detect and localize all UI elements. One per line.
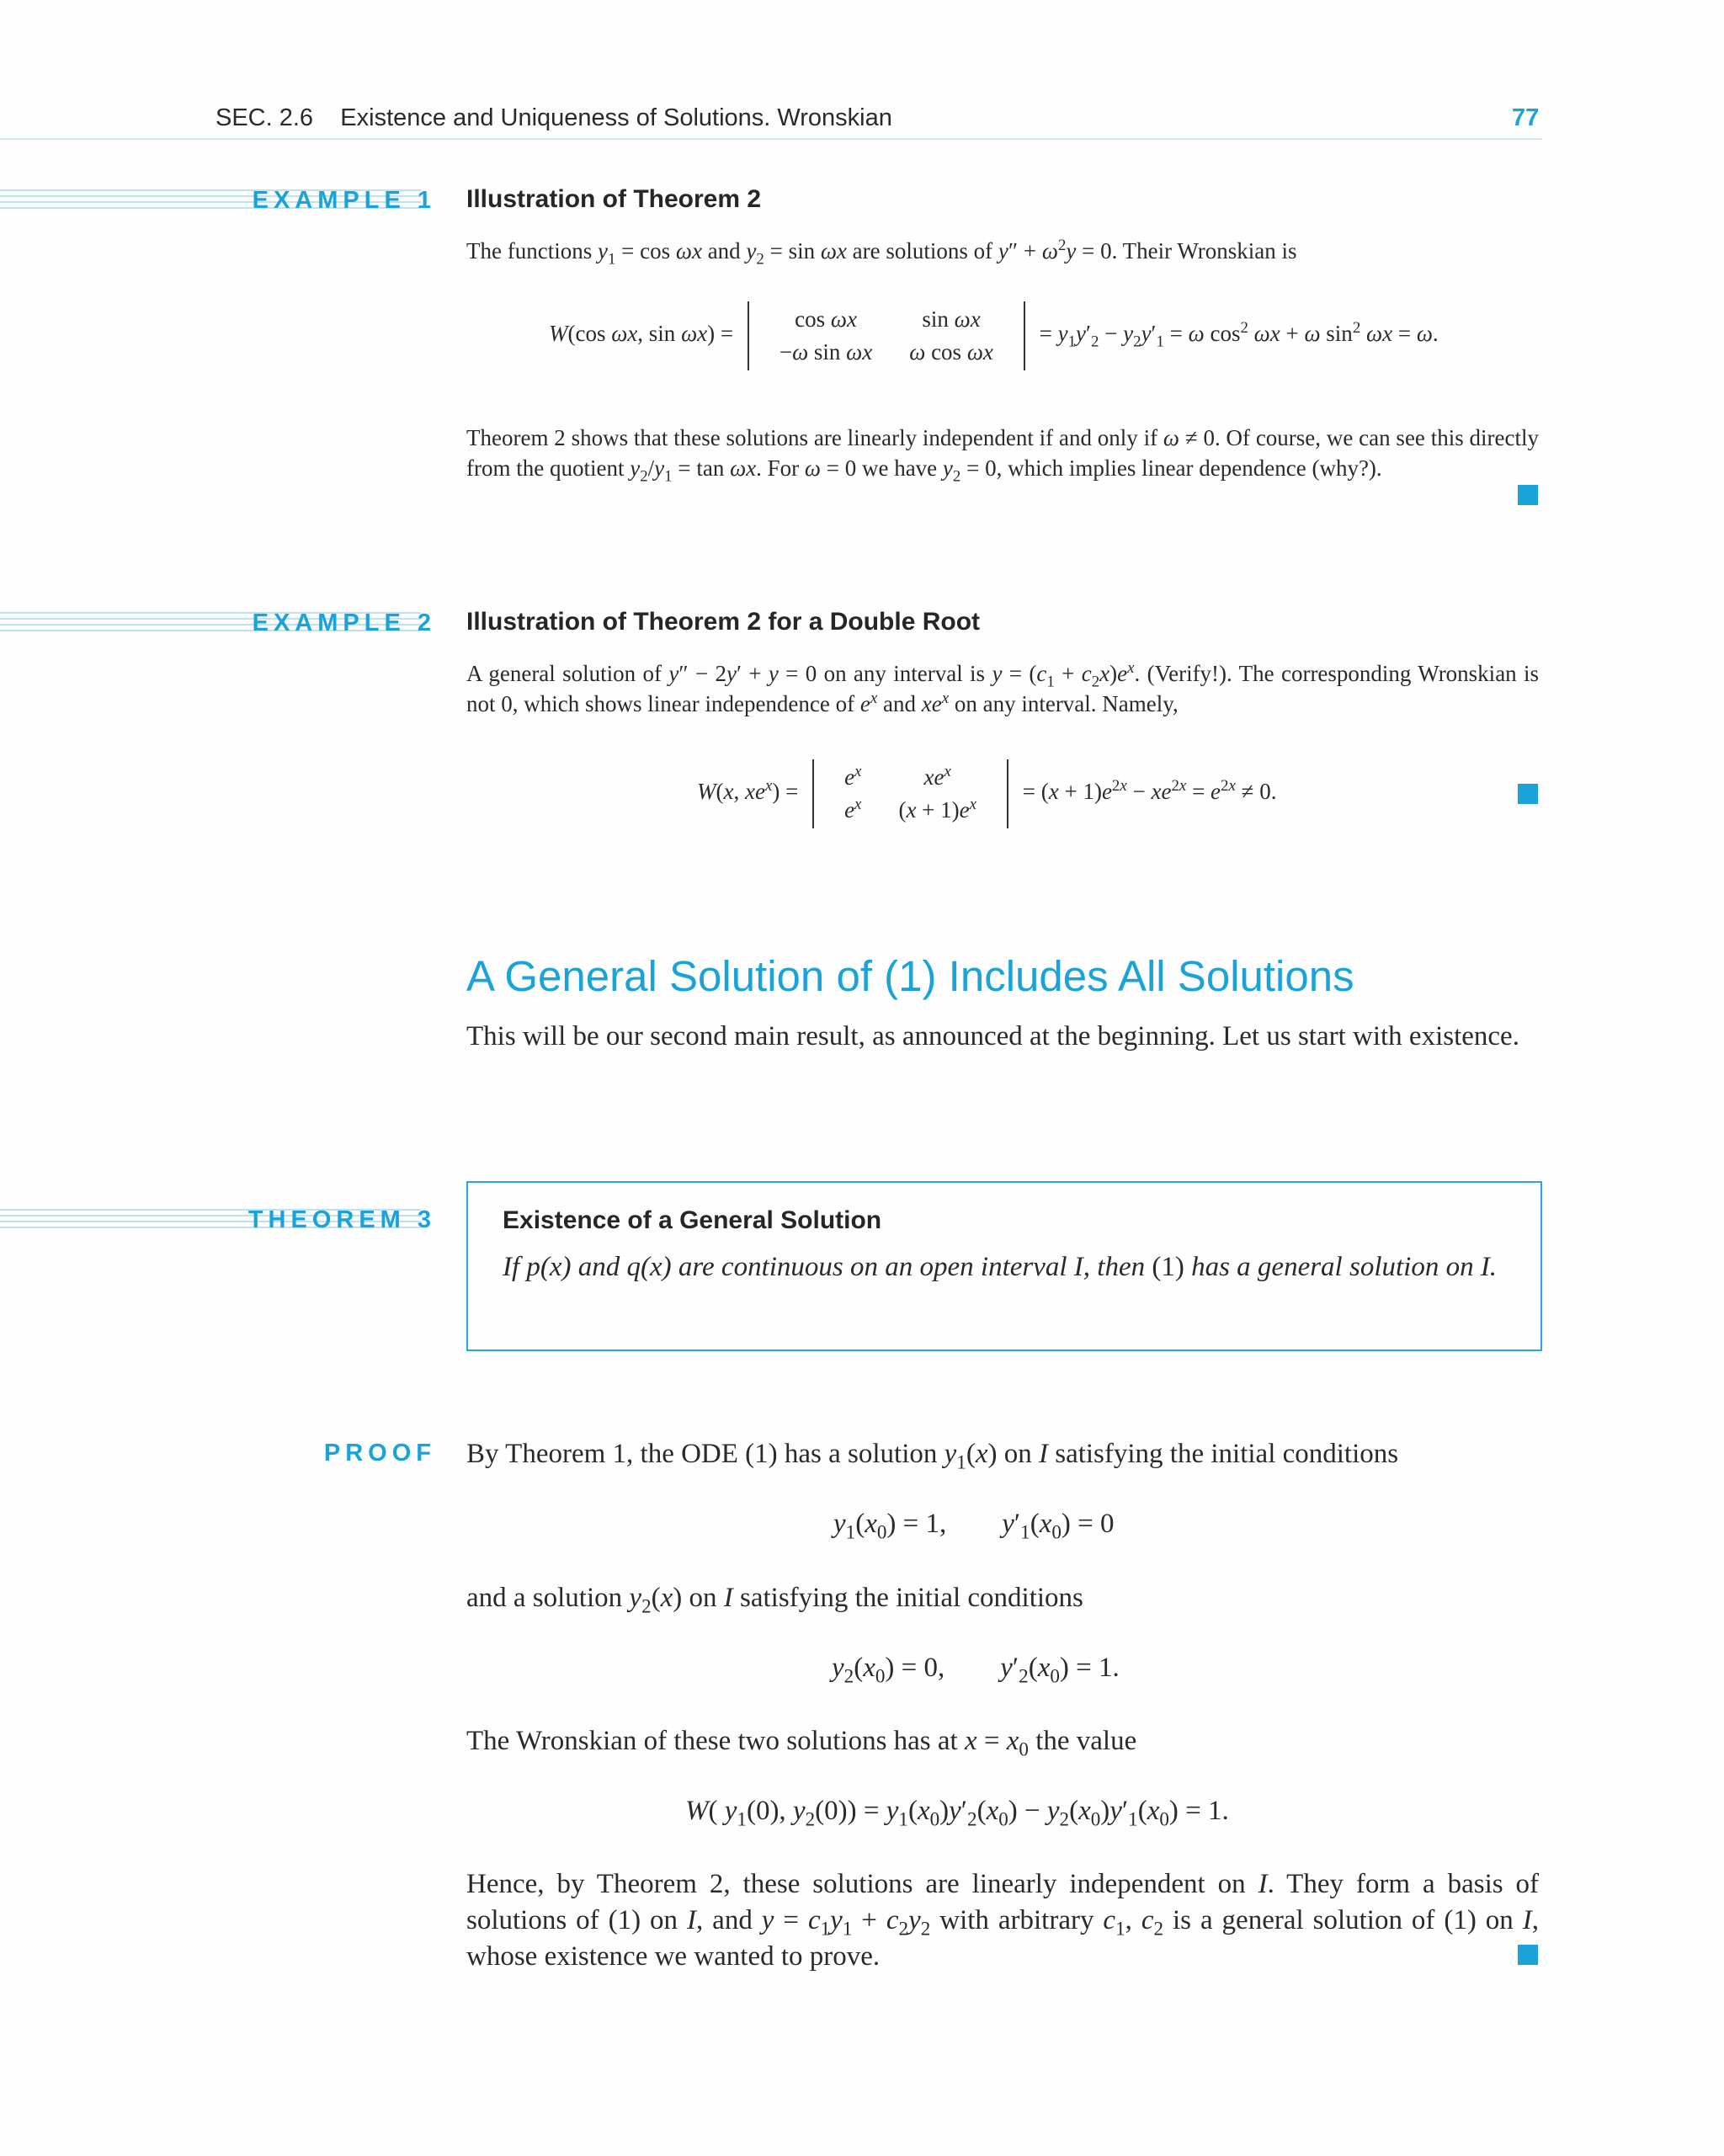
example1-title: Illustration of Theorem 2 bbox=[466, 185, 762, 213]
example1-intro: The functions $y_1 = \cos \omega x$ and $y_2 = \sin \omega x$ are solutions of $y'' + \omega^2y = 0$. Their Wronskian is bbox=[466, 237, 1297, 269]
example1-conclusion: Theorem 2 shows that these solutions are linearly independent if and only if ω ≠ 0. Of course, we can see this directly from the quotient $y_2/y_1 = \tan \omega x$. For ω = 0 we have $y_2 = 0$, which implies linear dependence (why?). bbox=[466, 425, 1540, 486]
running-header bbox=[216, 104, 1540, 132]
example1-label: EXAMPLE 1 bbox=[252, 187, 436, 214]
example2-label: EXAMPLE 2 bbox=[252, 610, 436, 636]
header-rule bbox=[0, 138, 1542, 140]
example2-text: A general solution of y″ − 2y′ + y = 0 on any interval is $y = (c_1 + c_2x)e^x$. (Verify!). The corresponding Wronskian is not 0, which shows linear independence of $e^x$ and $xe^x$ on any interval. Namely, bbox=[466, 659, 1540, 716]
proof-paragraph-3: The Wronskian of these two solutions has at $x = x_0$ the value bbox=[466, 1726, 1137, 1760]
wronskian-at-x0: W( $y_1(0)$, $y_2(0)) = y_1(x_0)y'_2(x_0) - y_2(x_0)y'_1(x_0) = 1$. bbox=[685, 1796, 1229, 1830]
section-heading: A General Solution of (1) Includes All Solutions bbox=[466, 952, 1354, 1000]
header-section: SEC. 2.6 bbox=[216, 104, 314, 131]
initial-conditions-1: $y_1(x_0) = 1$, $y'_1(x_0) = 0$ bbox=[833, 1509, 1115, 1543]
proof-end-mark bbox=[1518, 1945, 1538, 1965]
header-title: Existence and Uniqueness of Solutions. Wronskian bbox=[340, 104, 892, 131]
theorem3-statement: If p(x) and q(x) are continuous on an open interval I, then (1) has a general solution on I. bbox=[503, 1252, 1498, 1282]
proof-paragraph-2: and a solution $y_2(x)$ on I satisfying the initial conditions bbox=[466, 1583, 1083, 1617]
example2-wronskian-equation: W(x, $xe^x$) = $e^x$ $xe^x$ $e^x$ $(x + 1)e^x$ = $(x + 1)e^{2x} - xe^{2x} = e^{2x} \ne 0$. bbox=[697, 759, 1276, 828]
proof-paragraph-1: By Theorem 1, the ODE (1) has a solution $y_1(x)$ on I satisfying the initial conditions bbox=[466, 1439, 1399, 1473]
example2-determinant: $e^x$ $xe^x$ $e^x$ $(x + 1)e^x$ bbox=[812, 759, 1008, 828]
initial-conditions-2: $y_2(x_0) = 0$, $y'_2(x_0) = 1$. bbox=[832, 1653, 1120, 1687]
example1-end-mark bbox=[1518, 485, 1538, 505]
example1-wronskian-equation: W(cos ωx, sin ωx) = cos ωx sin ωx −ω sin ωx ω cos ωx = $y_1y'_2 - y_2y'_1 = \omega$ $\cos^2 \omega x + \omega$ $\sin^2 \omega x = \omega$. bbox=[549, 301, 1439, 370]
example1-determinant: cos ωx sin ωx −ω sin ωx ω cos ωx bbox=[748, 301, 1025, 370]
example2-title: Illustration of Theorem 2 for a Double Root bbox=[466, 608, 981, 636]
proof-label: PROOF bbox=[323, 1440, 436, 1467]
example2-end-mark bbox=[1518, 784, 1538, 804]
page-number: 77 bbox=[1512, 104, 1540, 131]
theorem3-title: Existence of a General Solution bbox=[503, 1206, 882, 1234]
section-intro: This will be our second main result, as announced at the beginning. Let us start with existence. bbox=[466, 1021, 1519, 1051]
proof-paragraph-4: Hence, by Theorem 2, these solutions are linearly independent on I. They form a basis of solutions of (1) on I, and $y = c_1y_1 + c_2y_2$ with arbitrary $c_1$, $c_2$ is a general solution of (1) on I, whose existence we wanted to prove. bbox=[466, 1869, 1540, 1972]
theorem3-label: THEOREM 3 bbox=[247, 1206, 436, 1233]
